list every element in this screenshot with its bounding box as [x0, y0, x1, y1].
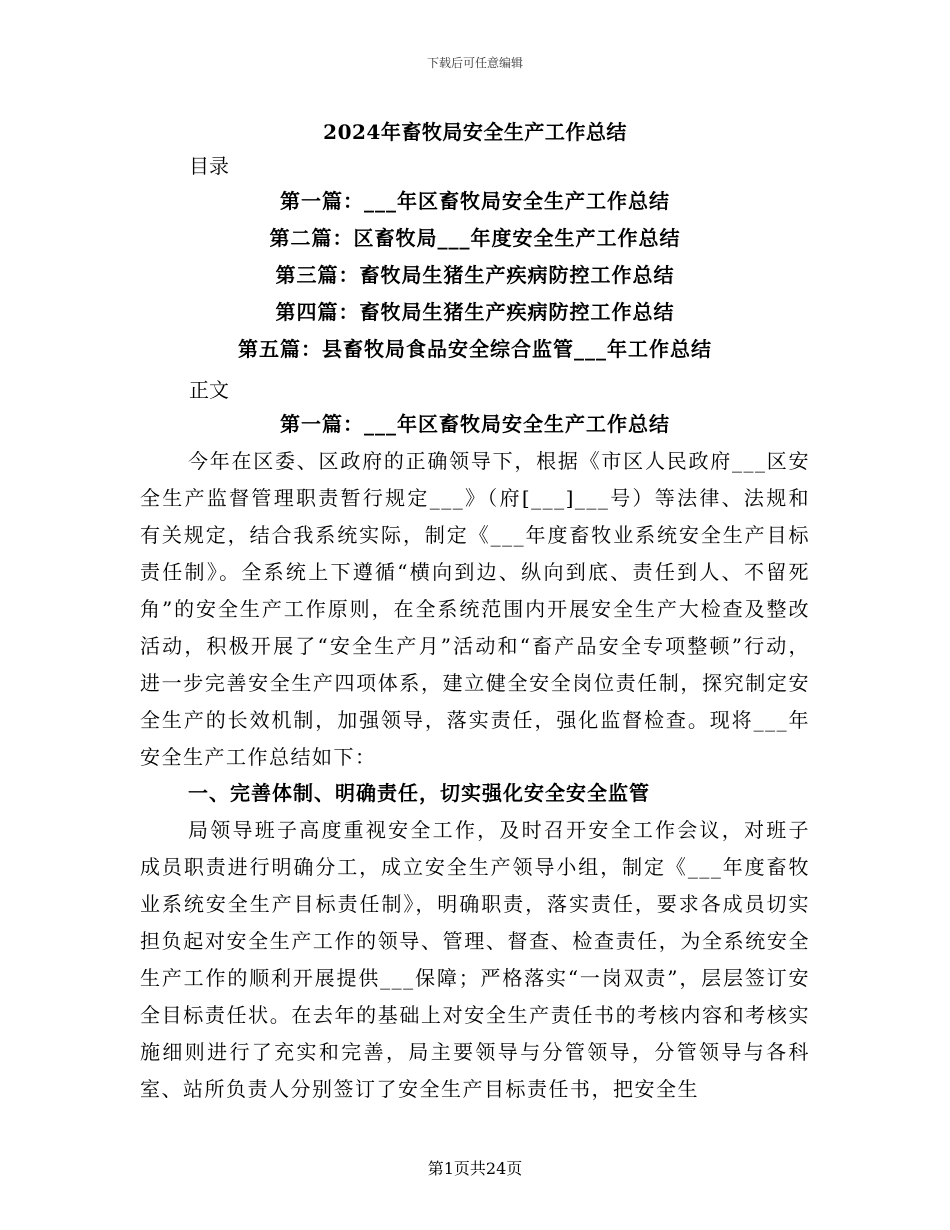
- document-title: 2024年畜牧局安全生产工作总结: [323, 120, 627, 144]
- header-note: 下载后可任意编辑: [426, 56, 523, 70]
- toc-item: 第四篇：畜牧局生猪生产疾病防控工作总结: [275, 300, 675, 324]
- body-paragraph: 今年在区委、区政府的正确领导下，根据《市区人民政府___区安全生产监督管理职责暂行规定___》（府[___]___号）等法律、法规和有关规定，结合我系统实际，制定《___年度畜牧业系统安全生产目标责任制》。全系统上下遵循“横向到边、纵向到底、责任到人、不留死角”的安全生产工作原则，在全系统范围内开展安全生产大检查及整改活动，积极开展了“安全生产月”活动和“畜产品安全专项整顿”行动，进一步完善安全生产四项体系，建立健全安全岗位责任制，探究制定安全生产的长效机制，加强领导，落实责任，强化监督检查。现将___年安全生产工作总结如下：: [140, 449, 810, 769]
- chapter-heading: 第一篇：___年区畜牧局安全生产工作总结: [280, 412, 670, 436]
- toc-item: 第五篇：县畜牧局食品安全综合监管___年工作总结: [238, 337, 712, 361]
- toc-item: 第三篇：畜牧局生猪生产疾病防控工作总结: [275, 263, 675, 287]
- page-number: 第1页共24页: [427, 1159, 523, 1178]
- body-label: 正文: [189, 378, 229, 402]
- table-of-contents: [140, 186, 810, 371]
- toc-item: 第一篇：___年区畜牧局安全生产工作总结: [280, 189, 670, 213]
- section-heading: 一、完善体制、明确责任，切实强化安全安全监管: [188, 781, 650, 805]
- toc-item: 第二篇：区畜牧局___年度安全生产工作总结: [269, 226, 681, 250]
- toc-label: 目录: [189, 154, 229, 178]
- body-paragraph: 局领导班子高度重视安全工作，及时召开安全工作会议，对班子成员职责进行明确分工，成立安全生产领导小组，制定《___年度畜牧业系统安全生产目标责任制》，明确职责，落实责任，要求各成员切实担负起对安全生产工作的领导、管理、督查、检查责任，为全系统安全生产工作的顺利开展提供___保障；严格落实“一岗双责”，层层签订安全目标责任状。在去年的基础上对安全生产责任书的考核内容和考核实施细则进行了充实和完善，局主要领导与分管领导，分管领导与各科室、站所负责人分别签订了安全生产目标责任书，把安全生: [140, 818, 810, 1101]
